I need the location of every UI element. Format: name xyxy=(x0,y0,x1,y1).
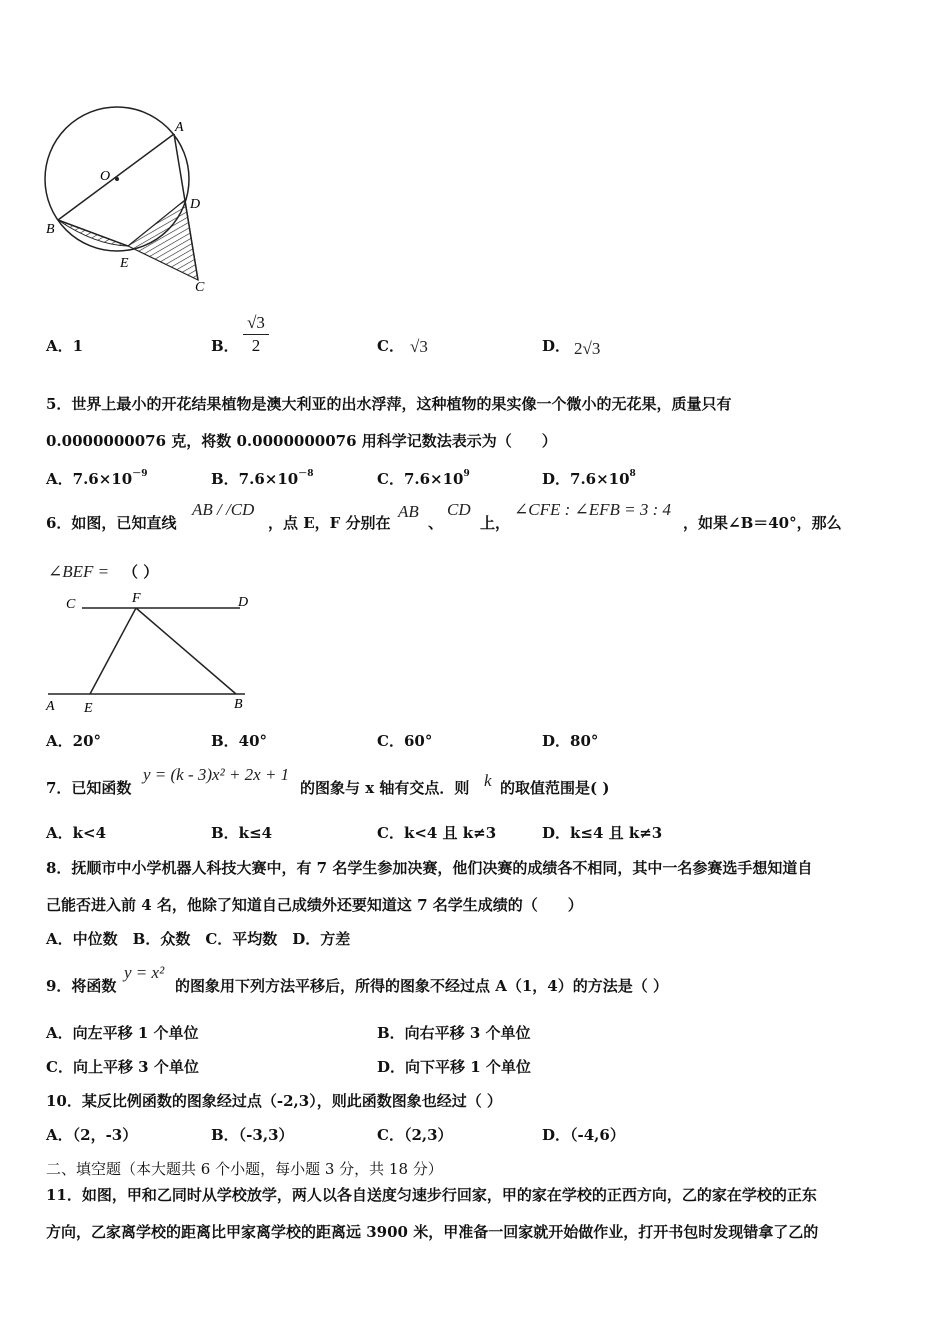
q5-option-b[interactable]: B．$7.6\times 10^{-8}$ xyxy=(211,469,314,488)
q6-question-part2: ，点 E，F 分别在 xyxy=(268,514,391,532)
q4-option-b-fraction: √3 2 xyxy=(243,312,269,357)
q8-question-line2: 己能否进入前 4 名，他除了知道自己成绩外还要知道这 7 名学生成绩的（ ） xyxy=(46,896,583,914)
q11-question-line2: 方向，乙家离学校的距离比甲家离学校的距离远 3900 米，甲准备一回家就开始做作业，打开书包时发现错拿了乙的 xyxy=(46,1223,819,1241)
q7-math-function: y = (k - 3)x² + 2x + 1 xyxy=(143,765,290,784)
label-O: O xyxy=(100,169,111,184)
label-D: D xyxy=(190,197,201,212)
q6-question-part3: 、 xyxy=(428,514,444,532)
q6-question-part6: （ ） xyxy=(123,563,159,581)
q5-question-line2: 0.0000000076 克，将数 0.0000000076 用科学记数法表示为（ ） xyxy=(46,432,557,450)
q9-option-b[interactable]: B．向右平移 3 个单位 xyxy=(377,1024,531,1042)
q5-option-d[interactable]: D．$7.6\times 10^8$ xyxy=(542,469,636,488)
label-D: D xyxy=(238,595,249,610)
q10-option-c[interactable]: C．（2,3） xyxy=(377,1126,453,1144)
q6-math-ratio: ∠CFE : ∠EFB = 3 : 4 xyxy=(514,500,672,519)
q4-option-a[interactable]: A．1 xyxy=(46,337,84,355)
q6-question-part5: ，如果∠B＝40°，那么 xyxy=(683,514,842,532)
label-A: A xyxy=(175,120,184,135)
label-C: C xyxy=(195,280,205,295)
q10-option-d[interactable]: D．（-4,6） xyxy=(542,1126,625,1144)
q5-option-c[interactable]: C．$7.6\times 10^9$ xyxy=(377,469,470,488)
q4-option-c-label[interactable]: C． xyxy=(377,337,404,355)
q6-math-bef: ∠BEF = xyxy=(48,562,110,581)
q6-question-part1: 6．如图，已知直线 xyxy=(46,514,177,532)
q10-option-a[interactable]: A．（2，-3） xyxy=(46,1126,138,1144)
q9-option-a[interactable]: A．向左平移 1 个单位 xyxy=(46,1024,199,1042)
q5-option-a[interactable]: A．$7.6\times 10^{-9}$ xyxy=(46,469,148,488)
q7-math-k: k xyxy=(484,771,492,790)
label-E: E xyxy=(84,701,93,716)
q6-math-ab-parallel-cd: AB / /CD xyxy=(192,500,255,519)
q6-math-ab: AB xyxy=(398,502,419,521)
q6-option-d[interactable]: D．80° xyxy=(542,732,599,750)
q9-question-part1: 9．将函数 xyxy=(46,977,117,995)
label-B: B xyxy=(46,222,55,237)
q4-option-b-label[interactable]: B． xyxy=(211,337,239,355)
q7-question-part2: 的图象与 x 轴有交点．则 xyxy=(300,779,470,797)
q4-option-d-value: 2√3 xyxy=(574,339,601,358)
q7-option-c[interactable]: C．k<4 且 k≠3 xyxy=(377,824,497,842)
q6-math-cd: CD xyxy=(447,500,471,519)
q7-option-d[interactable]: D．k≤4 且 k≠3 xyxy=(542,824,663,842)
label-A: A xyxy=(46,699,55,714)
q9-option-c[interactable]: C．向上平移 3 个单位 xyxy=(46,1058,199,1076)
q4-option-d-label[interactable]: D． xyxy=(542,337,571,355)
q9-question-part2: 的图象用下列方法平移后，所得的图象不经过点 A（1，4）的方法是（ ） xyxy=(175,977,668,995)
q8-options[interactable]: A．中位数 B．众数 C．平均数 D．方差 xyxy=(46,930,351,948)
parallel-lines-figure xyxy=(40,588,270,718)
label-B: B xyxy=(234,697,243,712)
q9-option-d[interactable]: D．向下平移 1 个单位 xyxy=(377,1058,531,1076)
q8-question-line1: 8．抚顺市中小学机器人科技大赛中，有 7 名学生参加决赛，他们决赛的成绩各不相同，其中一名参赛选手想知道自 xyxy=(46,859,813,877)
q9-math-function: y = x² xyxy=(124,963,165,982)
circle-figure xyxy=(30,100,230,300)
q7-question-part1: 7．已知函数 xyxy=(46,779,132,797)
q6-option-a[interactable]: A．20° xyxy=(46,732,102,750)
section-heading: 二、填空题（本大题共 6 个小题，每小题 3 分，共 18 分） xyxy=(46,1160,443,1178)
q10-question: 10．某反比例函数的图象经过点（-2,3），则此函数图象也经过（ ） xyxy=(46,1092,502,1110)
q4-option-c-value: √3 xyxy=(410,337,428,356)
q6-question-part4: 上， xyxy=(480,514,511,532)
q7-question-part3: 的取值范围是( ) xyxy=(500,779,610,797)
q11-question-line1: 11．如图，甲和乙同时从学校放学，两人以各自送度匀速步行回家，甲的家在学校的正西方向，乙的家在学校的正东 xyxy=(46,1186,817,1204)
label-E: E xyxy=(120,256,129,271)
label-C: C xyxy=(66,597,76,612)
q6-option-b[interactable]: B．40° xyxy=(211,732,268,750)
q10-option-b[interactable]: B．（-3,3） xyxy=(211,1126,294,1144)
q5-question-line1: 5．世界上最小的开花结果植物是澳大利亚的出水浮萍，这种植物的果实像一个微小的无花果，质量只有 xyxy=(46,395,732,413)
label-F: F xyxy=(132,591,141,606)
q6-option-c[interactable]: C．60° xyxy=(377,732,433,750)
q7-option-b[interactable]: B．k≤4 xyxy=(211,824,273,842)
q7-option-a[interactable]: A．k<4 xyxy=(46,824,107,842)
